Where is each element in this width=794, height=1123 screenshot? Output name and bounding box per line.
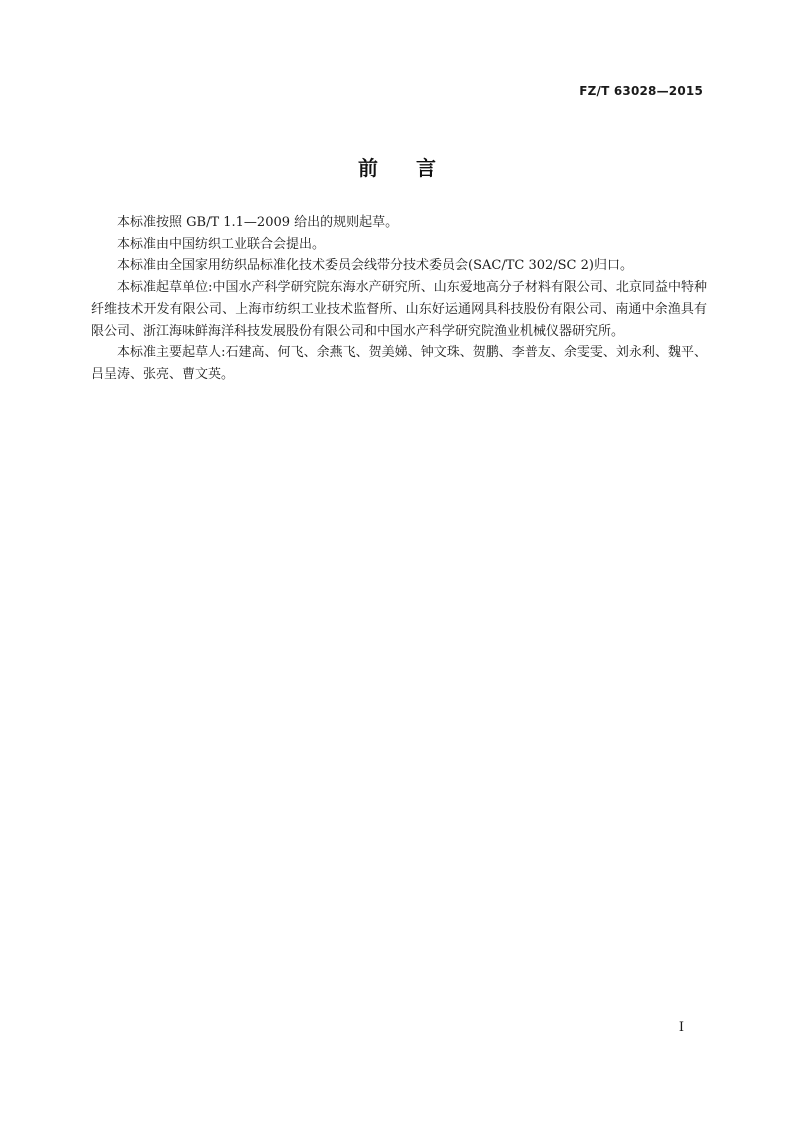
paragraph-drafters: 本标准主要起草人:石建高、何飞、余燕飞、贺美娣、钟文珠、贺鹏、李普友、余雯雯、刘永利、魏平、吕呈涛、张亮、曹文英。 (91, 345, 707, 382)
paragraph-drafting-units: 本标准起草单位:中国水产科学研究院东海水产研究所、山东爱地高分子材料有限公司、北京同益中特种纤维技术开发有限公司、上海市纺织工业技术监督所、山东好运通网具科技股份有限公司、南通中余渔具有限公司、浙江海味鲜海洋科技发展股份有限公司和中国水产科学研究院渔业机械仪器研究所。 (91, 280, 707, 339)
paragraph-drafting-rules: 本标准按照 GB/T 1.1—2009 给出的规则起草。 (117, 215, 399, 230)
standard-code: FZ/T 63028—2015 (579, 84, 703, 98)
paragraph-committee: 本标准由全国家用纺织品标准化技术委员会线带分技术委员会(SAC/TC 302/SC 2)归口。 (117, 258, 633, 274)
page-number: I (678, 1020, 684, 1035)
page-title: 前言 (358, 156, 474, 180)
paragraph-proposer: 本标准由中国纺织工业联合会提出。 (117, 236, 326, 252)
foreword-body (91, 212, 707, 386)
